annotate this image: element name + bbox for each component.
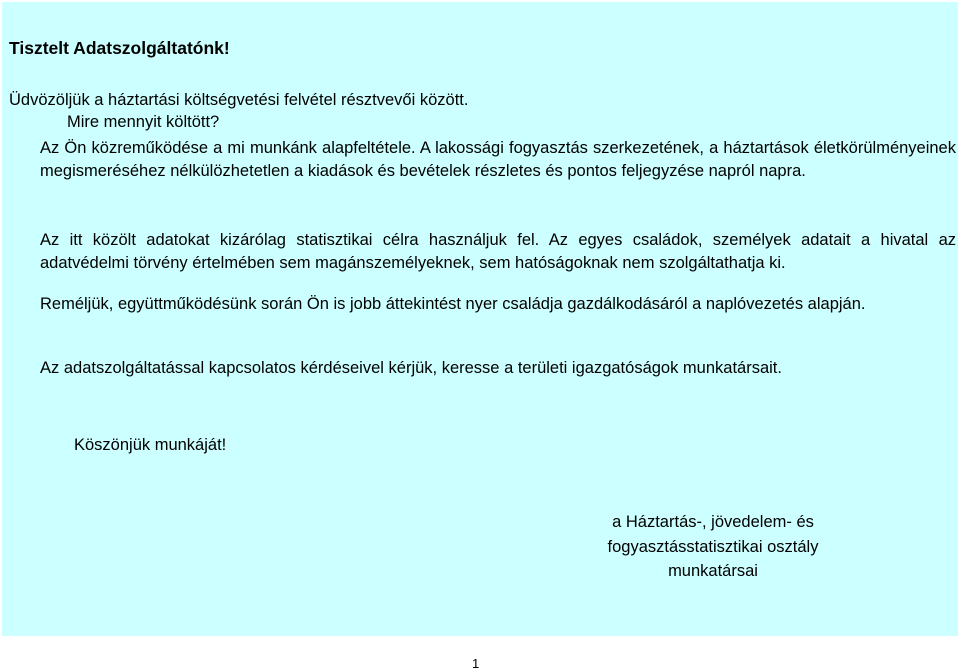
paragraph-data-protection: Az itt közölt adatokat kizárólag statisztikai célra használjuk fel. Az egyes családok, személyek adatait a hivatal az adatvédelmi törvény értelmében sem magánszemélyeknek, sem hatóságoknak nem szolgáltathatja ki. bbox=[40, 231, 956, 272]
subquestion-line: Mire mennyit költött? bbox=[67, 113, 220, 131]
signature-line-2: fogyasztásstatisztikai osztály bbox=[607, 537, 819, 556]
welcome-line: Üdvözöljük a háztartási költségvetési felvétel résztvevői között. bbox=[9, 91, 469, 109]
paragraph-contact: Az adatszolgáltatással kapcsolatos kérdéseivel kérjük, keresse a területi igazgatóságok munkatársait. bbox=[40, 359, 782, 377]
thanks-line: Köszönjük munkáját! bbox=[74, 436, 227, 454]
signature-line-1: a Háztartás-, jövedelem- és bbox=[612, 513, 814, 531]
letter-title: Tisztelt Adatszolgáltatónk! bbox=[9, 38, 230, 58]
signature-line-3: munkatársai bbox=[668, 562, 758, 580]
paragraph-participation: Az Ön közreműködése a mi munkánk alapfeltétele. A lakossági fogyasztás szerkezetének, a háztartások életkörülményeinek megismeréséhez nélkülözhetetlen a kiadások és bevételek részletes és pontos feljegyzése napról napra. bbox=[40, 139, 956, 180]
page-number: 1 bbox=[472, 656, 480, 671]
paragraph-benefit: Reméljük, együttműködésünk során Ön is jobb áttekintést nyer családja gazdálkodásáról a naplóvezetés alapján. bbox=[40, 295, 866, 313]
letter-panel bbox=[2, 2, 958, 636]
signature-block bbox=[563, 510, 863, 584]
